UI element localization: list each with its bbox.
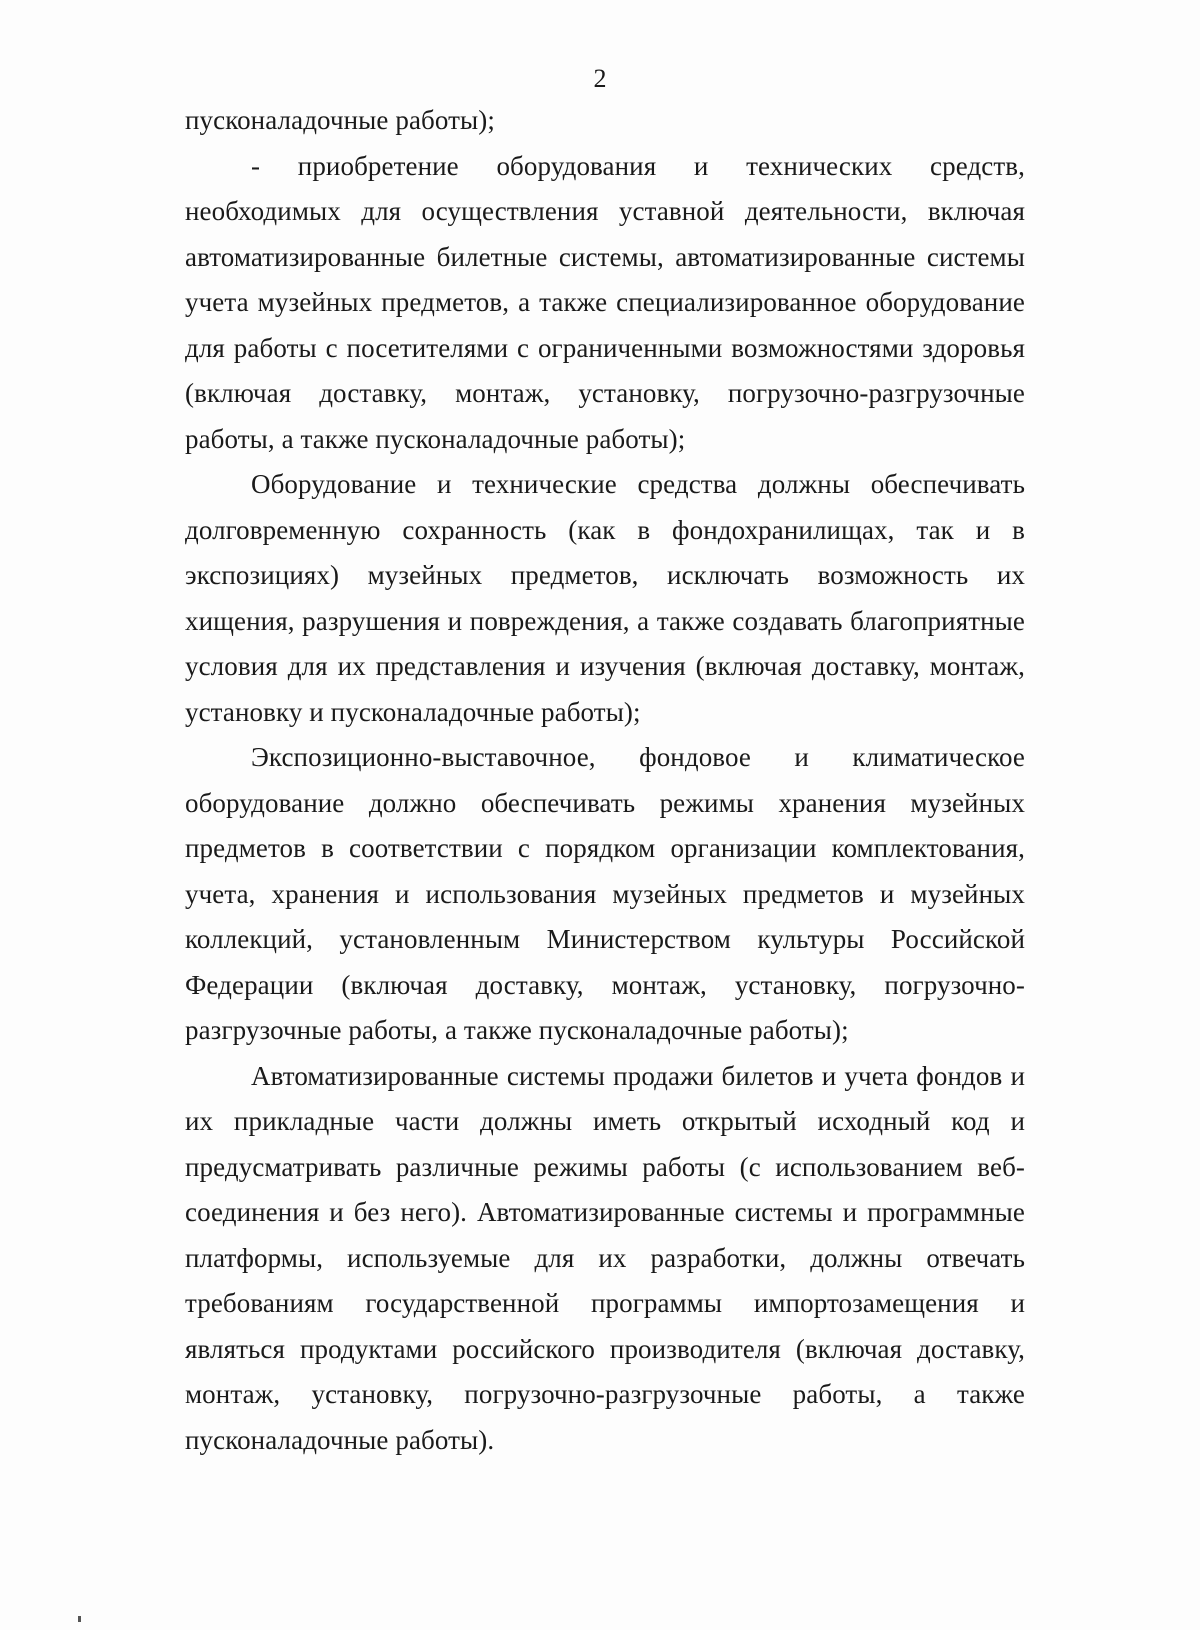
page-number: 2 (593, 64, 607, 93)
paragraph-continuation: пусконаладочные работы); (185, 105, 495, 135)
paragraph-exposition-equipment: Экспозиционно-выставочное, фондовое и климатическое оборудование должно обеспечивать режимы хранения музейных предметов в соответствии с порядком организации комплектования, учета, хранения и использования музейных предметов и музейных коллекций, установленным Министерством культуры Российской Федерации (включая доставку, монтаж, установку, погрузочно-разгрузочные работы, а также пусконаладочные работы); (185, 742, 1025, 1045)
paragraph-automated-systems: Автоматизированные системы продажи билетов и учета фондов и их прикладные части должны иметь открытый исходный код и предусматривать различные режимы работы (с использованием веб-соединения и без него). Автоматизированные системы и программные платформы, используемые для их разработки, должны отвечать требованиям государственной программы импортозамещения и являться продуктами российского производителя (включая доставку, монтаж, установку, погрузочно-разгрузочные работы, а также пусконаладочные работы). (185, 1060, 1025, 1455)
document-body (185, 98, 1025, 1463)
paragraph-equipment-requirements: Оборудование и технические средства должны обеспечивать долговременную сохранность (как в фондохранилищах, так и в экспозициях) музейных предметов, исключать возможность их хищения, разрушения и повреждения, а также создавать благоприятные условия для их представления и изучения (включая доставку, монтаж, установку и пусконаладочные работы); (185, 469, 1025, 727)
paragraph-equipment-acquisition: - приобретение оборудования и технических средств, необходимых для осуществления уставной деятельности, включая автоматизированные билетные системы, автоматизированные системы учета музейных предметов, а также специализированное оборудование для работы с посетителями с ограниченными возможностями здоровья (включая доставку, монтаж, установку, погрузочно-разгрузочные работы, а также пусконаладочные работы); (185, 150, 1025, 454)
scan-artifact (78, 1616, 81, 1622)
